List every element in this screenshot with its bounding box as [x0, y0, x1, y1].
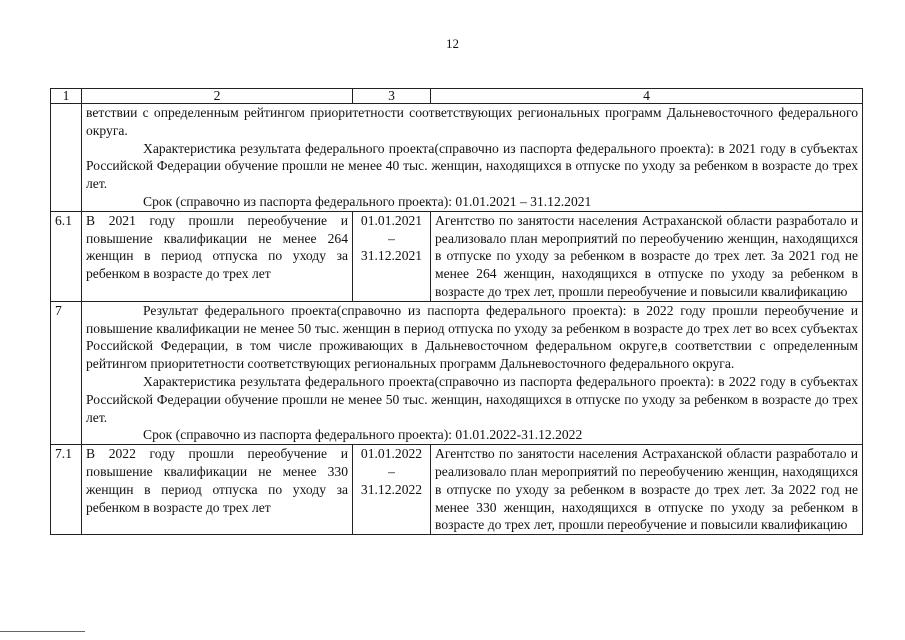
date-dash: – — [388, 463, 395, 479]
report-table — [50, 88, 863, 535]
term-text: Срок (справочно из паспорта федерального проекта): 01.01.2022-31.12.2022 — [143, 427, 583, 443]
characteristic-text: Характеристика результата федерального проекта(справочно из паспорта федерального проекта): в 2022 году в субъектах Российской Федерации обучение прошли не менее 50 тыс. женщин, находящихся в отпуске по уходу за ребенком в возрасте до трех лет. — [86, 373, 858, 425]
result-cell — [82, 301, 863, 444]
table-row-7-1 — [51, 445, 863, 535]
table-row-7 — [51, 301, 863, 444]
header-col-3: 3 — [353, 89, 431, 104]
date-start: 01.01.2022 — [360, 446, 423, 462]
date-end: 31.12.2021 — [360, 248, 423, 264]
row-number-cell — [51, 104, 82, 212]
dates-cell — [353, 445, 431, 535]
term-text: Срок (справочно из паспорта федерального проекта): 01.01.2021 – 31.12.2021 — [143, 193, 592, 209]
header-col-1: 1 — [51, 89, 82, 104]
date-start: 01.01.2021 — [360, 212, 423, 228]
result-text: Результат федерального проекта(справочно из паспорта федерального проекта): в 2022 году прошли переобучение и повышение квалификации не менее 50 тыс. женщин в период отпуска по уходу за ребенком в возрасте до трех лет во всех субъектах Российской Федерации, в том числе проживающих в Дальневосточном федеральном округе,в соответствии с определенным рейтингом приоритетности соответствующих региональных программ Дальневосточного федерального округа. — [86, 302, 858, 372]
row-number-cell: 7.1 — [51, 445, 82, 535]
date-dash: – — [388, 230, 395, 246]
row-number-cell: 7 — [51, 301, 82, 444]
row-number-cell: 6.1 — [51, 211, 82, 301]
dates-cell — [353, 211, 431, 301]
characteristic-text: Характеристика результата федерального проекта(справочно из паспорта федерального проекта): в 2021 году в субъектах Российской Федерации обучение прошли не менее 40 тыс. женщин, находящихся в отпуске по уходу за ребенком в возрасте до трех лет. — [86, 140, 858, 192]
header-col-2: 2 — [82, 89, 353, 104]
table-header-row — [51, 89, 863, 104]
date-end: 31.12.2022 — [360, 481, 423, 497]
table-row-6-1 — [51, 211, 863, 301]
page-number: 12 — [446, 36, 459, 51]
continuation-text: ветствии с определенным рейтингом приоритетности соответствующих региональных программ Дальневосточного федерального округа. — [86, 105, 858, 138]
task-description-cell: В 2022 году прошли переобучение и повышение квалификации не менее 330 женщин в период отпуска по уходу за ребенком в возрасте до трех лет — [82, 445, 353, 535]
task-description-cell: В 2021 году прошли переобучение и повышение квалификации не менее 264 женщин в период отпуска по уходу за ребенком в возрасте до трех лет — [82, 211, 353, 301]
header-col-4: 4 — [431, 89, 863, 104]
footnote-separator — [0, 631, 85, 632]
table-row-continuation — [51, 104, 863, 212]
executor-cell: Агентство по занятости населения Астраханской области разработало и реализовало план мероприятий по переобучению женщин, находящихся в отпуске по уходу за ребенком в возрасте до трех лет. За 2022 год не менее 330 женщин, находящихся в отпуске по уходу за ребенком в возрасте до трех лет, прошли переобучение и повысили квалификацию — [431, 445, 863, 535]
executor-cell: Агентство по занятости населения Астраханской области разработало и реализовало план мероприятий по переобучению женщин, находящихся в отпуске по уходу за ребенком в возрасте до трех лет. За 2021 год не менее 264 женщин, находящихся в отпуске по уходу за ребенком в возрасте до трех лет, прошли переобучение и повысили квалификацию — [431, 211, 863, 301]
continuation-cell — [82, 104, 863, 212]
